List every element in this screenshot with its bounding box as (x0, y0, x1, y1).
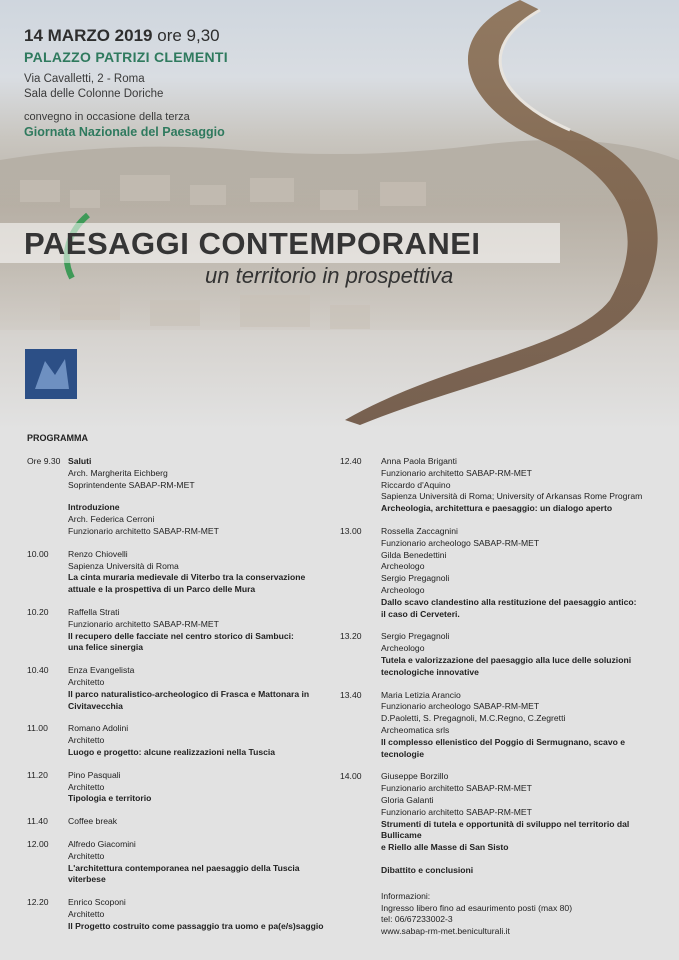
program-line: Architetto (68, 676, 105, 687)
info-block (340, 891, 665, 938)
program-time: 11.40 (27, 816, 48, 827)
program-item (340, 456, 665, 515)
program-time: 14.00 (340, 771, 362, 782)
program-heading: PROGRAMMA (27, 433, 88, 443)
program-line: Funzionario architetto SABAP-RM-MET (68, 618, 219, 629)
program-line: Coffee break (68, 816, 118, 827)
program-line: Archeologia, architettura e paesaggio: un dialogo aperto (381, 503, 613, 514)
program-line: Architetto (68, 781, 105, 792)
program-time: 11.00 (27, 723, 48, 734)
program-line: Rossella Zaccagnini (381, 525, 458, 536)
program-line: Saluti (68, 456, 92, 466)
program-time: Ore 9.30 (27, 456, 61, 466)
program-line: Enrico Scoponi (68, 897, 126, 908)
program-line: Alfredo Giacomini (68, 838, 136, 849)
info-phone[interactable]: tel: 06/67233002-3 (381, 914, 453, 925)
program-line: Luogo e progetto: alcune realizzazioni nella Tuscia (68, 746, 276, 757)
program-item (27, 607, 327, 654)
program-time: 12.20 (27, 897, 49, 908)
program-line: La cinta muraria medievale di Viterbo tra la conservazione (68, 572, 306, 583)
program-details (68, 549, 327, 596)
program-line: Arch. Federica Cerroni (68, 514, 155, 525)
program-line: Funzionario architetto SABAP-RM-MET (68, 525, 219, 536)
program-line: Strumenti di tutela e opportunità di sviluppo nel territorio dal Bullicame (381, 818, 630, 841)
program-details (381, 456, 665, 515)
program-item (340, 865, 665, 877)
program-line: Archeologo (381, 561, 425, 572)
program-line: e Riello alle Masse di San Sisto (381, 842, 509, 853)
occasion-text: convegno in occasione della terza (24, 111, 190, 123)
program-line: Enza Evangelista (68, 665, 135, 676)
program-line: Sapienza Università di Roma; University of Arkansas Rome Program (381, 491, 643, 502)
program-line: Soprintendente SABAP-RM-MET (68, 479, 195, 490)
program-details (68, 839, 327, 886)
program-right-column (340, 456, 665, 938)
address-line: Via Cavalletti, 2 - Roma (24, 73, 145, 85)
event-subtitle: un territorio in prospettiva (205, 263, 454, 288)
program-item (27, 665, 327, 712)
program-details (381, 631, 665, 678)
program-line: Funzionario architetto SABAP-RM-MET (381, 806, 532, 817)
program-line: Sergio Pregagnoli (381, 631, 450, 642)
info-title: Informazioni: (381, 890, 431, 901)
program-line: Sapienza Università di Roma (68, 560, 179, 571)
info-website-link[interactable]: www.sabap-rm-met.beniculturali.it (381, 926, 510, 937)
program-item (340, 690, 665, 761)
event-header (24, 26, 228, 140)
program-line: Archeologo (381, 643, 425, 654)
program-details (381, 526, 665, 620)
program-details (68, 607, 327, 654)
program-time: 10.20 (27, 606, 49, 617)
program-line: Tipologia e territorio (68, 793, 152, 804)
program-line: Gloria Galanti (381, 794, 434, 805)
occasion-highlight: Giornata Nazionale del Paesaggio (24, 125, 225, 139)
program-line: Gilda Benedettini (381, 549, 447, 560)
program-item (27, 456, 327, 491)
program-line: Renzo Chiovelli (68, 548, 128, 559)
program-line: Anna Paola Briganti (381, 456, 457, 466)
program-line: Il recupero delle facciate nel centro storico di Sambuci: (68, 630, 294, 641)
program-line: Funzionario archeologo SABAP-RM-MET (381, 537, 540, 548)
program-details (68, 723, 327, 758)
program-time: 12.00 (27, 838, 49, 849)
time-text: ore 9,30 (157, 26, 220, 45)
program-details (68, 770, 327, 805)
program-line: Archeologo (381, 584, 425, 595)
program-details (381, 865, 665, 877)
program-line: Il parco naturalistico-archeologico di Frasca e Mattonara in (68, 688, 310, 699)
program-item (340, 771, 665, 854)
program-time: 13.00 (340, 525, 362, 536)
program-line: tecnologiche innovative (381, 666, 479, 677)
logo-emblem-icon (25, 349, 77, 399)
program-line: Arch. Margherita Eichberg (68, 467, 168, 478)
program-line: Il Progetto costruito come passaggio tra uomo e pa(e/s)saggio (68, 920, 324, 931)
program-details (68, 897, 327, 932)
program-item (27, 770, 327, 805)
program-line: Sergio Pregagnoli (381, 573, 450, 584)
program-details (381, 690, 665, 761)
program-item (27, 723, 327, 758)
institution-logo (25, 349, 77, 399)
program-left-column (27, 456, 327, 944)
program-time: 11.20 (27, 769, 48, 780)
program-item (340, 526, 665, 620)
program-line: il caso di Cerveteri. (381, 608, 460, 619)
program-time (340, 865, 381, 877)
program-details (381, 771, 665, 854)
program-details (68, 816, 327, 828)
address (24, 72, 228, 102)
program-time: 13.40 (340, 689, 362, 700)
address-line: Sala delle Colonne Doriche (24, 88, 164, 100)
program-details (68, 665, 327, 712)
program-item (340, 631, 665, 678)
date-text: 14 MARZO 2019 (24, 26, 153, 45)
program-time: 12.40 (340, 456, 362, 466)
program-details (68, 456, 327, 491)
program-time: 10.40 (27, 665, 49, 676)
program-line: Architetto (68, 735, 105, 746)
event-title: PAESAGGI CONTEMPORANEI (24, 226, 481, 261)
program-item (27, 549, 327, 596)
program-line: attuale e la prospettiva di un Parco delle Mura (68, 584, 256, 595)
program-item (27, 839, 327, 886)
program-line: Archeomatica srls (381, 724, 450, 735)
program-line: Civitavecchia (68, 700, 123, 711)
program-line: Dibattito e conclusioni (381, 864, 474, 875)
program-line: Funzionario archeologo SABAP-RM-MET (381, 701, 540, 712)
program-line: Riccardo d'Aquino (381, 479, 451, 490)
program-line: L'architettura contemporanea nel paesaggio della Tuscia viterbese (68, 862, 300, 885)
event-date (24, 26, 228, 46)
program-line: Tutela e valorizzazione del paesaggio alla luce delle soluzioni (381, 654, 632, 665)
program-line: Pino Pasquali (68, 769, 121, 780)
program-line: una felice sinergia (68, 642, 143, 653)
program-line: Romano Adolini (68, 723, 129, 734)
program-line: Architetto (68, 850, 105, 861)
program-item (27, 816, 327, 828)
program-line: D.Paoletti, S. Pregagnoli, M.C.Regno, C.Zegretti (381, 713, 566, 724)
program-line: Maria Letizia Arancio (381, 689, 461, 700)
program-line: Giuseppe Borzillo (381, 771, 449, 782)
program-time: 10.00 (27, 548, 49, 559)
program-line: Introduzione (68, 502, 120, 513)
program-item (27, 502, 327, 537)
program-line: Il complesso ellenistico del Poggio di Sermugnano, scavo e tecnologie (381, 736, 626, 759)
program-line: Architetto (68, 908, 105, 919)
program-details (68, 502, 327, 537)
program-time (27, 502, 68, 537)
program-item (27, 897, 327, 932)
program-line: Funzionario architetto SABAP-RM-MET (381, 783, 532, 794)
info-entry: Ingresso libero fino ad esaurimento posti (max 80) (381, 902, 573, 913)
program-line: Dallo scavo clandestino alla restituzione del paesaggio antico: (381, 596, 637, 607)
program-line: Raffella Strati (68, 606, 120, 617)
venue-name: PALAZZO PATRIZI CLEMENTI (24, 49, 228, 65)
program-time: 13.20 (340, 631, 362, 642)
program-line: Funzionario architetto SABAP-RM-MET (381, 467, 532, 478)
